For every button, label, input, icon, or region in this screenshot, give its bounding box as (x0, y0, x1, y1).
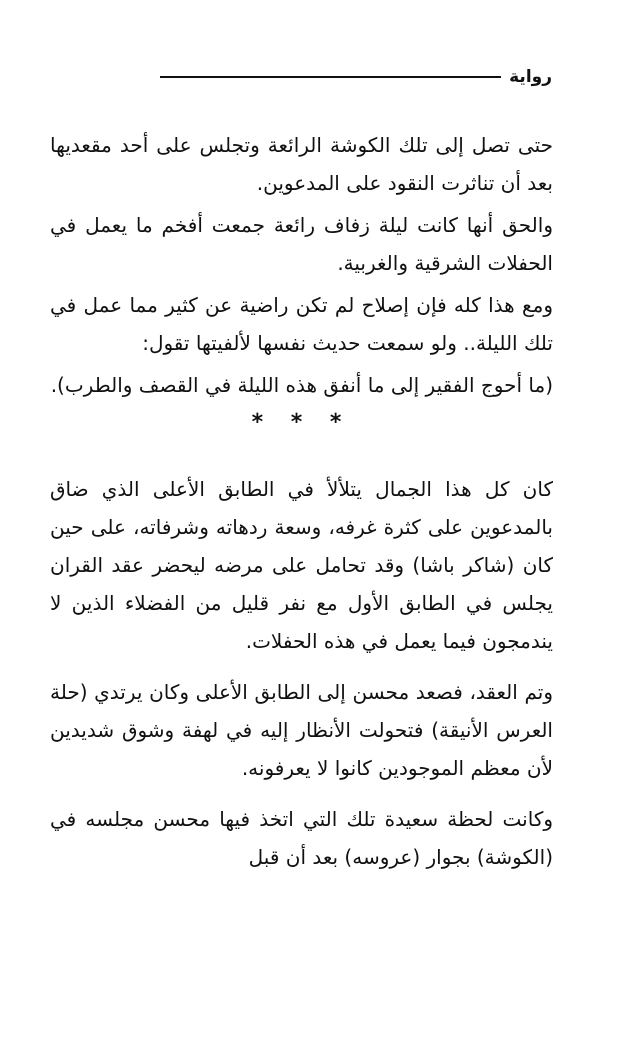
section-separator: * * * (251, 410, 352, 435)
paragraph: وتم العقد، فصعد محسن إلى الطابق الأعلى وكان يرتدي (حلة العرس الأنيقة) فتحولت الأنظار إليه في لهفة وشوق شديدين لأن معظم الموجودين كانوا لا يعرفونه. (50, 680, 553, 780)
paragraph: والحق أنها كانت ليلة زفاف رائعة جمعت أفخم ما يعمل في الحفلات الشرقية والغربية. (50, 213, 553, 275)
body-text (50, 126, 553, 876)
running-title: رواية (509, 67, 552, 87)
paragraph: (ما أحوج الفقير إلى ما أنفق هذه الليلة في القصف والطرب). (50, 373, 553, 397)
header-rule (160, 76, 501, 78)
paragraph: حتى تصل إلى تلك الكوشة الرائعة وتجلس على أحد مقعديها بعد أن تناثرت النقود على المدعوين. (50, 133, 553, 195)
paragraph: وكانت لحظة سعيدة تلك التي اتخذ فيها محسن مجلسه في (الكوشة) بجوار (عروسه) بعد أن قبل (50, 807, 553, 869)
running-header (160, 62, 552, 92)
paragraph: كان كل هذا الجمال يتلألأ في الطابق الأعلى الذي ضاق بالمدعوين على كثرة غرفه، وسعة ردهاته وشرفاته، على حين كان (شاكر باشا) وقد تحامل على مرضه ليحضر عقد القران يجلس في الطابق الأول مع نفر قليل من الفضلاء الذين لا يندمجون فيما يعمل في هذه الحفلات. (50, 477, 553, 653)
paragraph: ومع هذا كله فإن إصلاح لم تكن راضية عن كثير مما عمل في تلك الليلة.. ولو سمعت حديث نفسها لألفيتها تقول: (50, 293, 553, 355)
